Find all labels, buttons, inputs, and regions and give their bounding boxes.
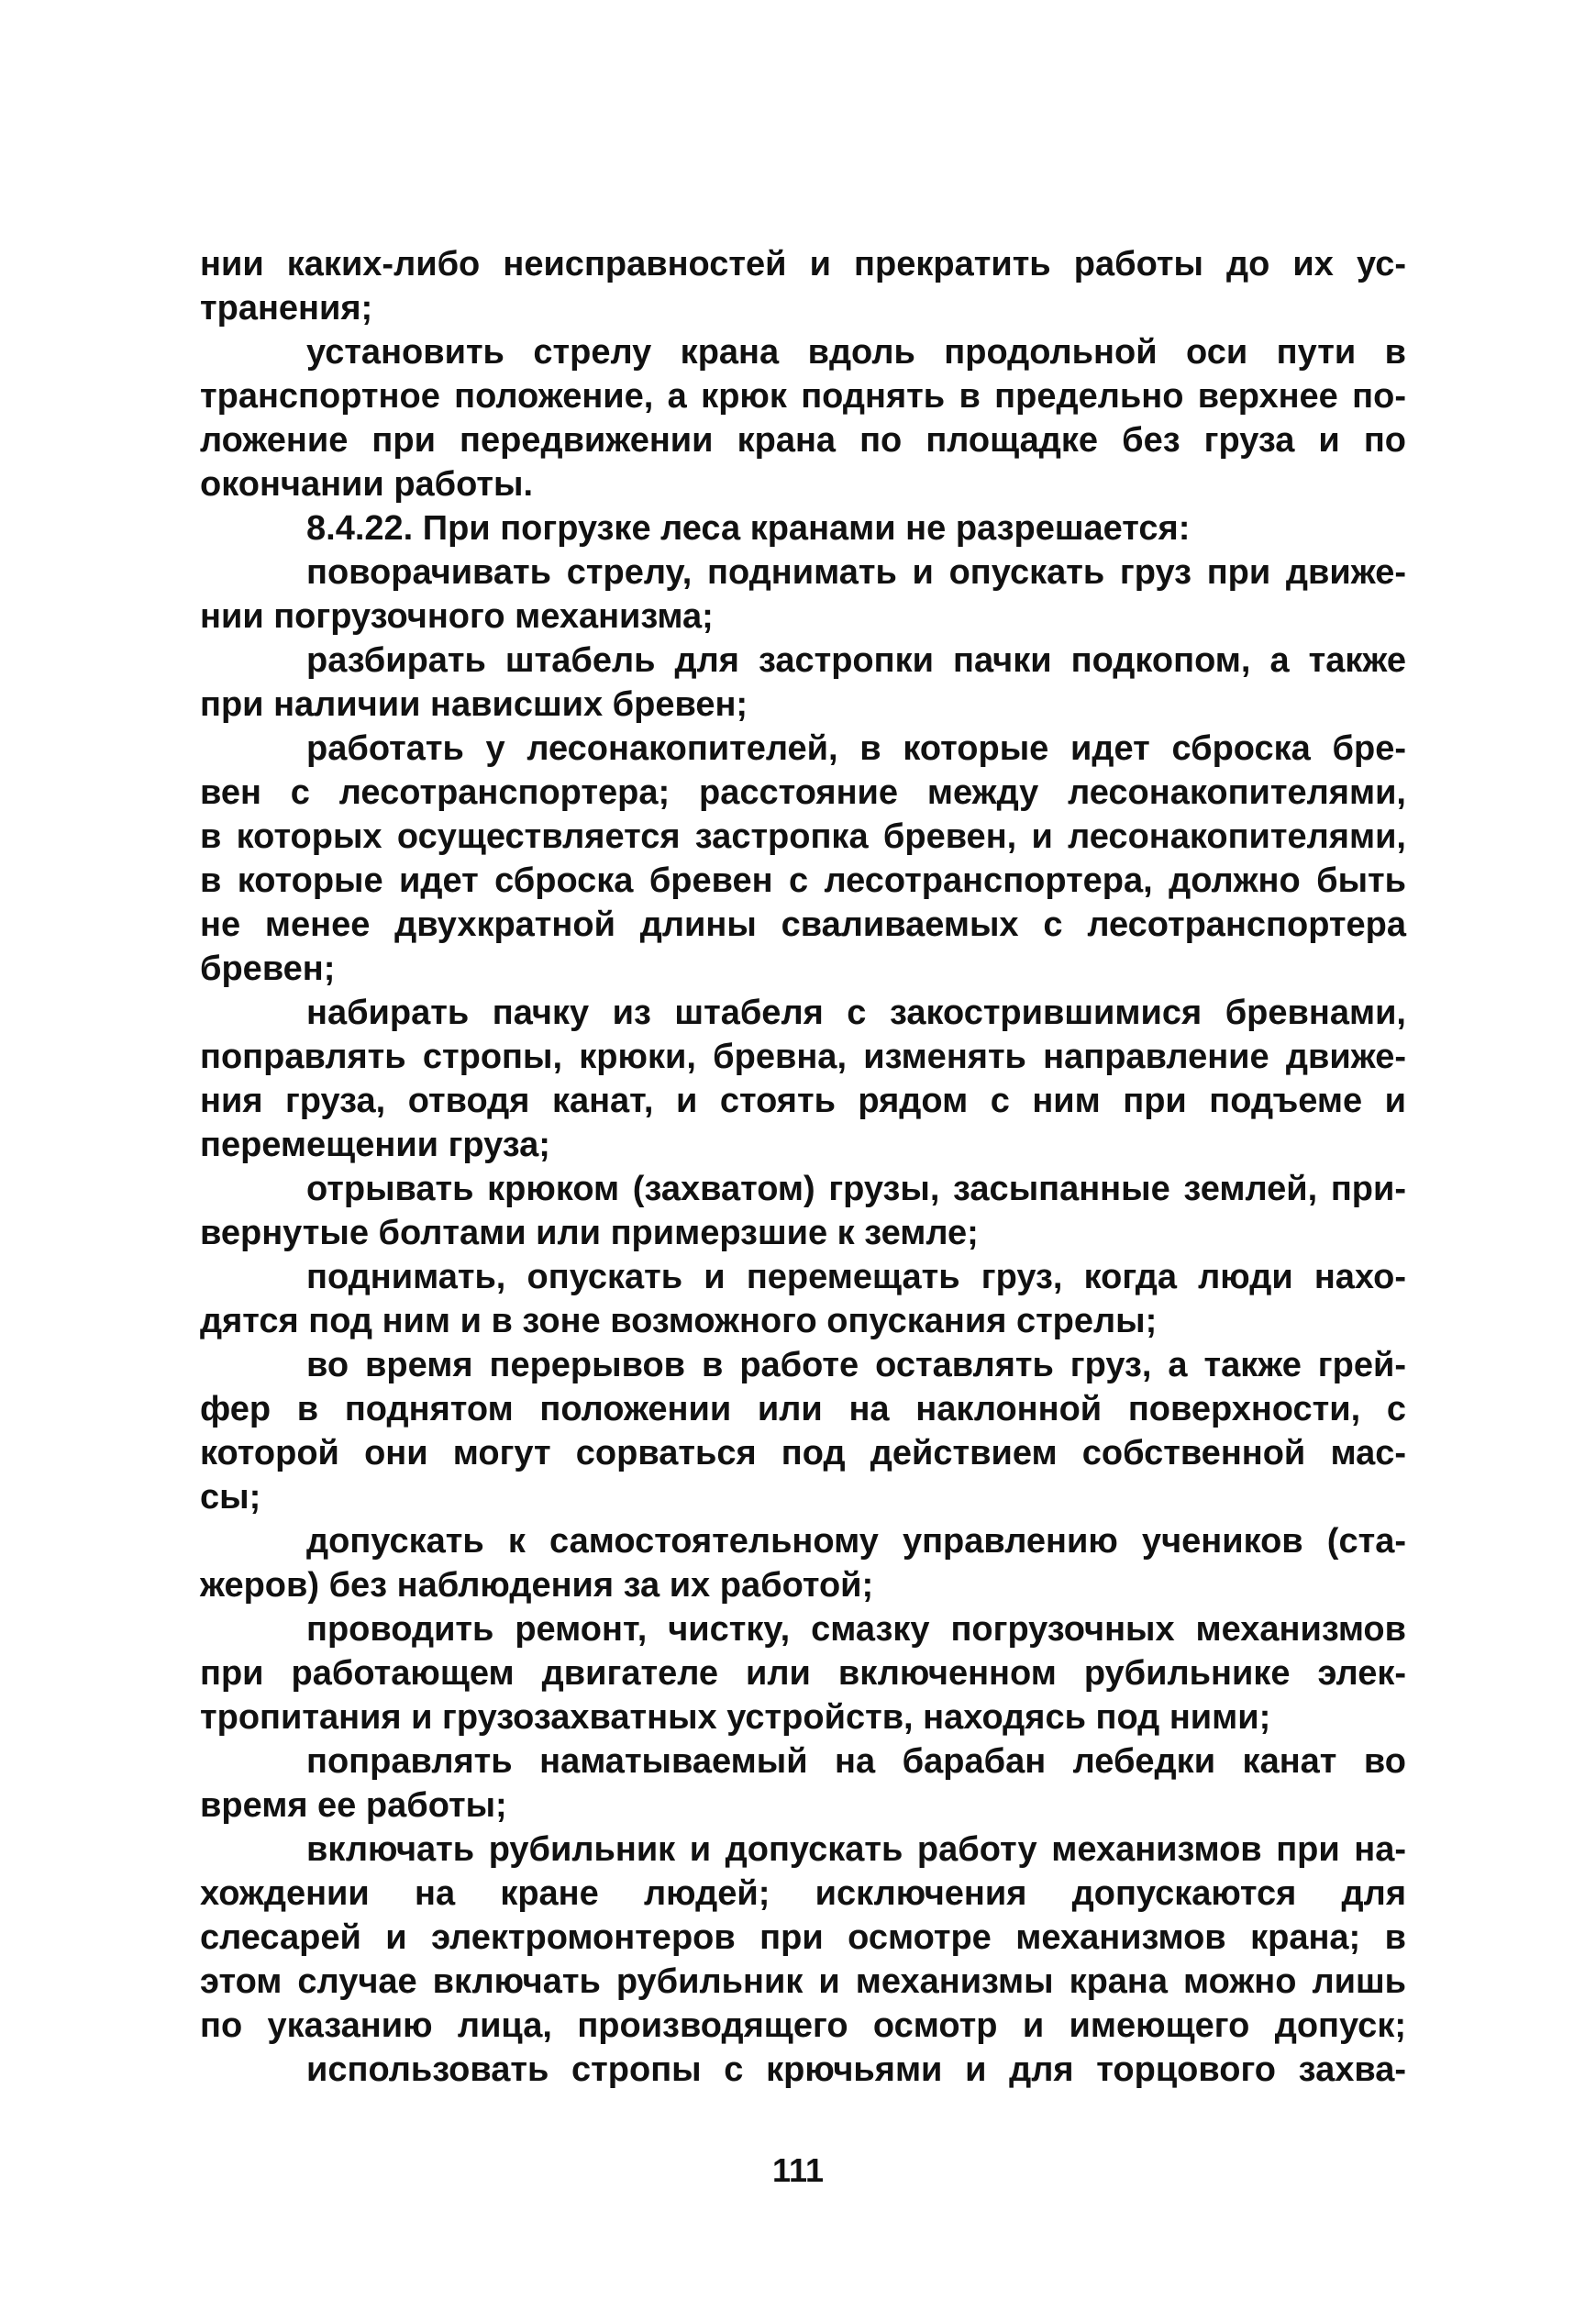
text-line: не менее двухкратной длины сваливаемых с лесотранспортера <box>200 906 1406 944</box>
text-line: при наличии нависших бревен; <box>200 685 748 724</box>
text-line: в которых осуществляется застропка бревен, и лесонакопителями, <box>200 817 1406 856</box>
text-line: сы; <box>200 1478 261 1517</box>
text-line: по указанию лица, производящего осмотр и имеющего допуск; <box>200 2006 1406 2045</box>
text-line: допускать к самостоятельному управлению учеников (ста- <box>306 1522 1406 1561</box>
text-line: вернутые болтами или примерзшие к земле; <box>200 1214 979 1252</box>
text-line: набирать пачку из штабеля с закострившимися бревнами, <box>306 994 1406 1032</box>
text-line: ния груза, отводя канат, и стоять рядом с ним при подъеме и <box>200 1082 1406 1120</box>
text-line: транения; <box>200 289 373 328</box>
text-line: вен с лесотранспортера; расстояние между лесонакопителями, <box>200 773 1406 812</box>
text-line: разбирать штабель для застропки пачки подкопом, а также <box>306 641 1406 680</box>
text-line: слесарей и электромонтеров при осмотре механизмов крана; в <box>200 1918 1406 1957</box>
text-line: включать рубильник и допускать работу механизмов при на- <box>306 1830 1406 1869</box>
text-line: поправлять стропы, крюки, бревна, изменять направление движе- <box>200 1038 1406 1076</box>
text-line: использовать стропы с крючьями и для торцового захва- <box>306 2050 1406 2089</box>
text-line: перемещении груза; <box>200 1126 550 1164</box>
text-line: тропитания и грузозахватных устройств, находясь под ними; <box>200 1698 1271 1737</box>
text-line: работать у лесонакопителей, в которые идет сброска бре- <box>306 729 1406 768</box>
text-line: ложение при передвижении крана по площадке без груза и по <box>200 421 1406 460</box>
text-line: в которые идет сброска бревен с лесотранспортера, должно быть <box>200 861 1406 900</box>
text-line: нии каких-либо неисправностей и прекратить работы до их ус- <box>200 245 1406 283</box>
text-line: фер в поднятом положении или на наклонной поверхности, с <box>200 1390 1406 1428</box>
text-line: этом случае включать рубильник и механизмы крана можно лишь <box>200 1962 1406 2001</box>
page-number: 111 <box>771 2151 825 2189</box>
text-line: бревен; <box>200 950 336 988</box>
text-line: во время перерывов в работе оставлять груз, а также грей- <box>306 1346 1406 1384</box>
text-line: хождении на кране людей; исключения допускаются для <box>200 1874 1406 1913</box>
text-line: дятся под ним и в зоне возможного опускания стрелы; <box>200 1302 1158 1340</box>
text-line: окончании работы. <box>200 465 534 504</box>
text-line: при работающем двигателе или включенном рубильнике элек- <box>200 1654 1406 1693</box>
body-text <box>200 242 1406 2092</box>
text-line: проводить ремонт, чистку, смазку погрузочных механизмов <box>306 1610 1406 1649</box>
text-line: время ее работы; <box>200 1786 507 1825</box>
text-line: нии погрузочного механизма; <box>200 597 714 636</box>
text-line: жеров) без наблюдения за их работой; <box>200 1566 874 1605</box>
text-line: поворачивать стрелу, поднимать и опускать груз при движе- <box>306 553 1406 592</box>
text-line: установить стрелу крана вдоль продольной оси пути в <box>306 333 1406 372</box>
text-line: отрывать крюком (захватом) грузы, засыпанные землей, при- <box>306 1170 1406 1208</box>
text-line: транспортное положение, а крюк поднять в предельно верхнее по- <box>200 377 1406 416</box>
text-line: которой они могут сорваться под действием собственной мас- <box>200 1434 1406 1472</box>
text-line: поправлять наматываемый на барабан лебедки канат во <box>306 1742 1406 1781</box>
text-line: поднимать, опускать и перемещать груз, когда люди нахо- <box>306 1258 1406 1296</box>
section-heading: 8.4.22. При погрузке леса кранами не разрешается: <box>306 509 1191 548</box>
